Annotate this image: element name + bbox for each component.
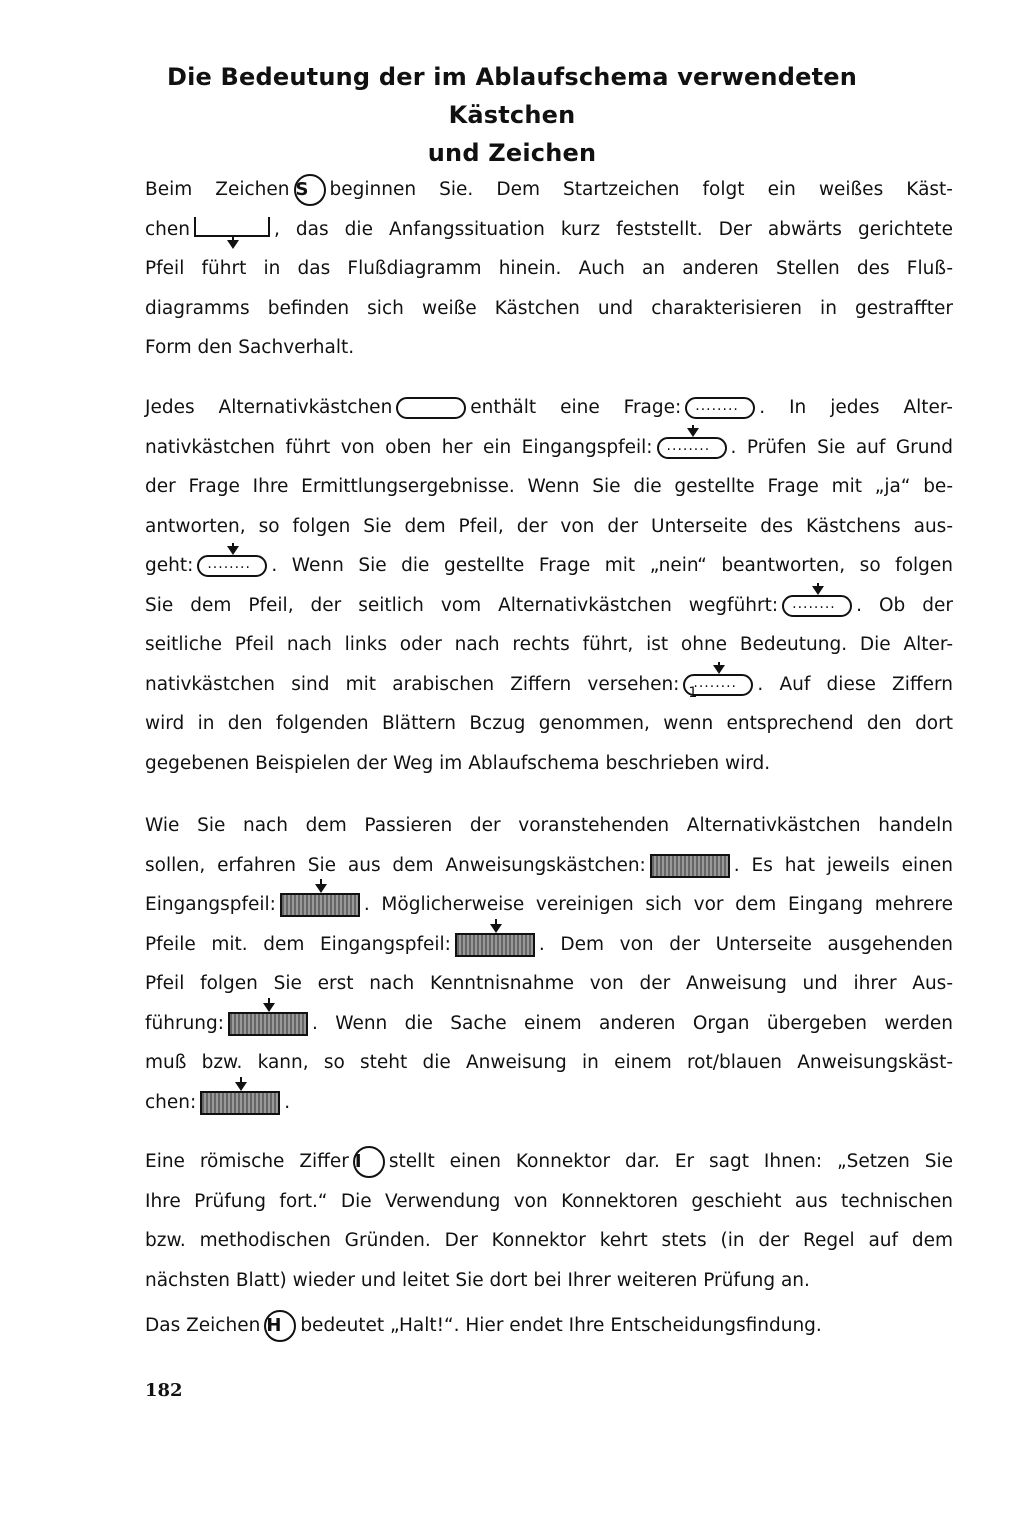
- no-exit-box-icon: [782, 595, 852, 617]
- text: führung:: [145, 1012, 224, 1034]
- halt-symbol-icon: H: [264, 1310, 296, 1342]
- numbered-box-icon: [683, 674, 753, 701]
- text: Das Zeichen: [145, 1315, 261, 1336]
- execution-box-icon: [228, 1012, 308, 1036]
- text: . Ob der: [856, 594, 953, 616]
- paragraph-halt: [145, 1306, 953, 1346]
- text: Pfeile mit. dem Eingangspfeil:: [145, 933, 451, 955]
- paragraph-alternative: [145, 388, 953, 783]
- title-line-2: und Zeichen: [427, 139, 597, 167]
- text-line: Pfeil folgen Sie erst nach Kenntnisnahme von der Anweisung und ihrer Aus-: [145, 973, 953, 994]
- merged-entry-box-icon: [455, 933, 535, 957]
- connector-symbol-icon: I: [353, 1146, 385, 1178]
- text: Eingangspfeil:: [145, 894, 276, 915]
- text: Jedes Alternativkästchen: [145, 397, 393, 418]
- white-box-icon: [194, 217, 270, 237]
- entry-arrow-box-icon: [657, 437, 727, 459]
- text: , das die Anfangssituation kurz feststellt. Der abwärts gerichtete: [274, 218, 953, 240]
- text: . Dem von der Unterseite ausgehenden: [538, 933, 954, 955]
- text: . Möglicherweise vereinigen sich vor dem Eingang mehrere: [363, 894, 953, 915]
- yes-exit-box-icon: [197, 555, 267, 577]
- text-line: Form den Sachverhalt.: [145, 337, 355, 358]
- text-line: der Frage Ihre Ermittlungsergebnisse. Wenn Sie die gestellte Frage mit „ja“ be-: [145, 476, 953, 497]
- text-line: nächsten Blatt) wieder und leitet Sie dort bei Ihrer weiteren Prüfung an.: [145, 1269, 810, 1291]
- text-line: bzw. methodischen Gründen. Der Konnektor kehrt stets (in der Regel auf dem: [145, 1230, 953, 1251]
- box-number: 1: [688, 684, 698, 701]
- text: . Prüfen Sie auf Grund: [730, 436, 953, 458]
- text: . Wenn die Sache einem anderen Organ übergeben werden: [312, 1012, 953, 1034]
- instruction-entry-box-icon: [280, 893, 360, 917]
- start-symbol-icon: S: [294, 174, 326, 206]
- question-box-icon: [685, 397, 755, 419]
- text-line: Wie Sie nach dem Passieren der voranstehenden Alternativkästchen handeln: [145, 815, 953, 836]
- text-line: Ihre Prüfung fort.“ Die Verwendung von Konnektoren geschieht aus technischen: [145, 1190, 953, 1212]
- text: beginnen Sie. Dem Startzeichen folgt ein weißes Käst-: [329, 179, 953, 200]
- text: . Wenn Sie die gestellte Frage mit „nein“ beantworten, so folgen: [271, 555, 953, 576]
- text: Beim Zeichen: [145, 179, 290, 200]
- red-blue-instruction-box-icon: [200, 1091, 280, 1115]
- text-line: gegebenen Beispielen der Weg im Ablaufschema beschrieben wird.: [145, 752, 771, 774]
- alternative-box-icon: [396, 397, 466, 419]
- text: . Auf diese Ziffern: [757, 673, 953, 695]
- text: nativkästchen führt von oben her ein Eingangspfeil:: [145, 436, 653, 458]
- page-title: [120, 58, 904, 172]
- text: bedeutet „Halt!“. Hier endet Ihre Entscheidungsfindung.: [300, 1315, 822, 1336]
- paragraph-start: [145, 170, 953, 368]
- text: .: [284, 1091, 291, 1113]
- text: Sie dem Pfeil, der seitlich vom Alternativkästchen wegführt:: [145, 594, 779, 616]
- title-line-1: Die Bedeutung der im Ablaufschema verwendeten Kästchen: [166, 63, 858, 129]
- paragraph-instruction: [145, 806, 953, 1122]
- text: sollen, erfahren Sie aus dem Anweisungskästchen:: [145, 854, 646, 876]
- instruction-box-icon: [650, 854, 730, 878]
- text-line: antworten, so folgen Sie dem Pfeil, der von der Unterseite des Kästchens aus-: [145, 515, 953, 537]
- page-number: 182: [145, 1380, 183, 1401]
- text-line: seitliche Pfeil nach links oder nach rechts führt, ist ohne Bedeutung. Die Alter-: [145, 634, 953, 655]
- text: chen:: [145, 1091, 197, 1113]
- text: geht:: [145, 555, 194, 576]
- text: stellt einen Konnektor dar. Er sagt Ihnen: „Setzen Sie: [388, 1151, 954, 1172]
- paragraph-connector: [145, 1142, 953, 1300]
- text: . Es hat jeweils einen: [733, 854, 954, 876]
- text: chen: [145, 218, 191, 240]
- text: nativkästchen sind mit arabischen Ziffern versehen:: [145, 673, 680, 695]
- text-line: diagramms befinden sich weiße Kästchen und charakterisieren in gestraffter: [145, 297, 953, 319]
- text: enthält eine Frage:: [470, 397, 682, 418]
- text: Eine römische Ziffer: [145, 1151, 349, 1172]
- text: . In jedes Alter-: [759, 397, 953, 418]
- text-line: Pfeil führt in das Flußdiagramm hinein. Auch an anderen Stellen des Fluß-: [145, 258, 953, 279]
- text-line: wird in den folgenden Blättern Bczug genommen, wenn entsprechend den dort: [145, 713, 953, 734]
- text-line: muß bzw. kann, so steht die Anweisung in einem rot/blauen Anweisungskäst-: [145, 1052, 953, 1073]
